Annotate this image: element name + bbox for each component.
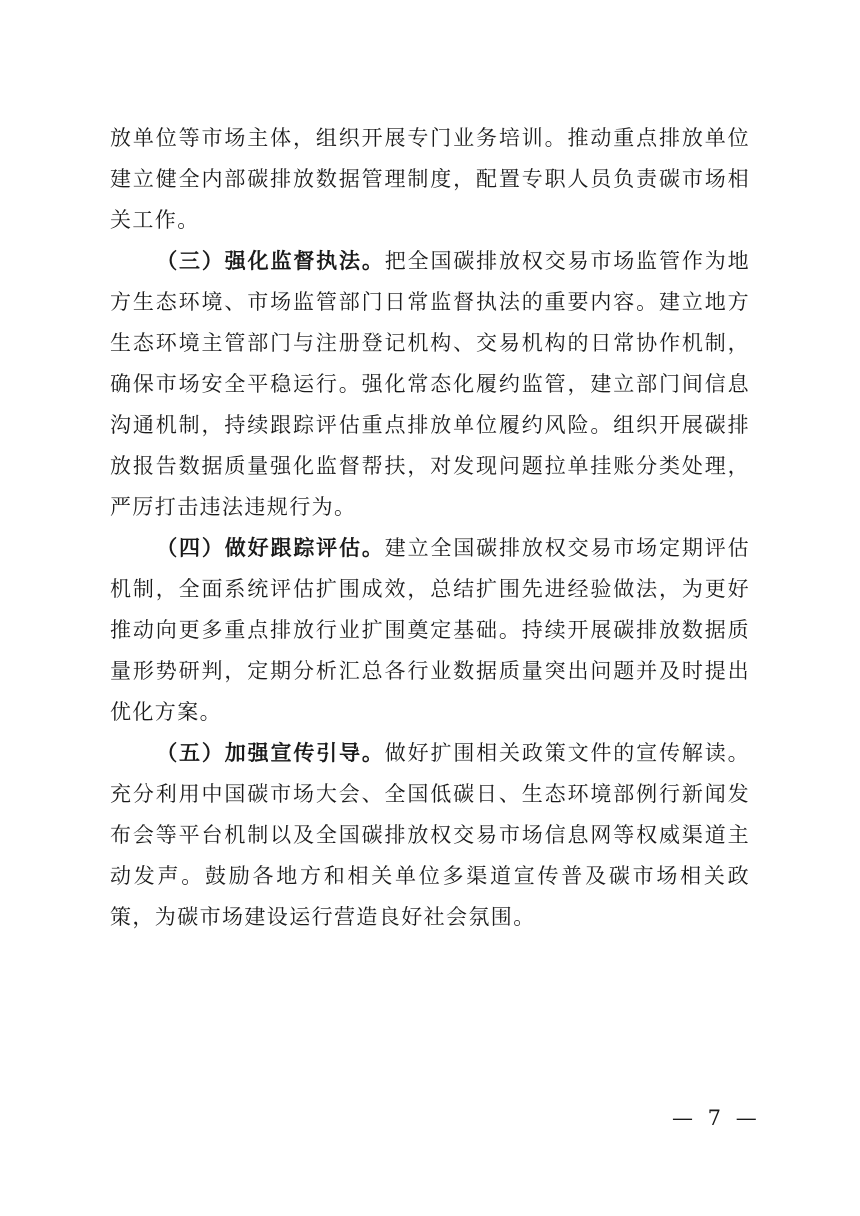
paragraph-text: 建立全国碳排放权交易市场定期评估机制，全面系统评估扩围成效，总结扩围先进经验做法，为更好推动向更多重点排放行业扩围奠定基础。持续开展碳排放数据质量形势研判，定期分析汇总各行业数据质量突出问题并及时提出优化方案。 [110, 536, 750, 724]
paragraph-evaluation [110, 528, 750, 733]
section-heading: （五）加强宣传引导。 [156, 741, 385, 765]
page-number: — 7 — [672, 1106, 761, 1130]
paragraph-text: 做好扩围相关政策文件的宣传解读。充分利用中国碳市场大会、全国低碳日、生态环境部例行新闻发布会等平台机制以及全国碳排放权交易市场信息网等权威渠道主动发声。鼓励各地方和相关单位多渠道宣传普及碳市场相关政策，为碳市场建设运行营造良好社会氛围。 [110, 741, 750, 929]
paragraph-text: 把全国碳排放权交易市场监管作为地方生态环境、市场监管部门日常监督执法的重要内容。建立地方生态环境主管部门与注册登记机构、交易机构的日常协作机制，确保市场安全平稳运行。强化常态化履约监管，建立部门间信息沟通机制，持续跟踪评估重点排放单位履约风险。组织开展碳排放报告数据质量强化监督帮扶，对发现问题拉单挂账分类处理，严厉打击违法违规行为。 [110, 249, 750, 519]
paragraph-continuation [110, 118, 750, 241]
paragraph-publicity [110, 733, 750, 938]
section-heading: （三）强化监督执法。 [156, 249, 385, 273]
paragraph-supervision [110, 241, 750, 528]
paragraph-text: 放单位等市场主体，组织开展专门业务培训。推动重点排放单位建立健全内部碳排放数据管理制度，配置专职人员负责碳市场相关工作。 [110, 126, 750, 232]
section-heading: （四）做好跟踪评估。 [156, 536, 385, 560]
document-body [110, 118, 750, 938]
